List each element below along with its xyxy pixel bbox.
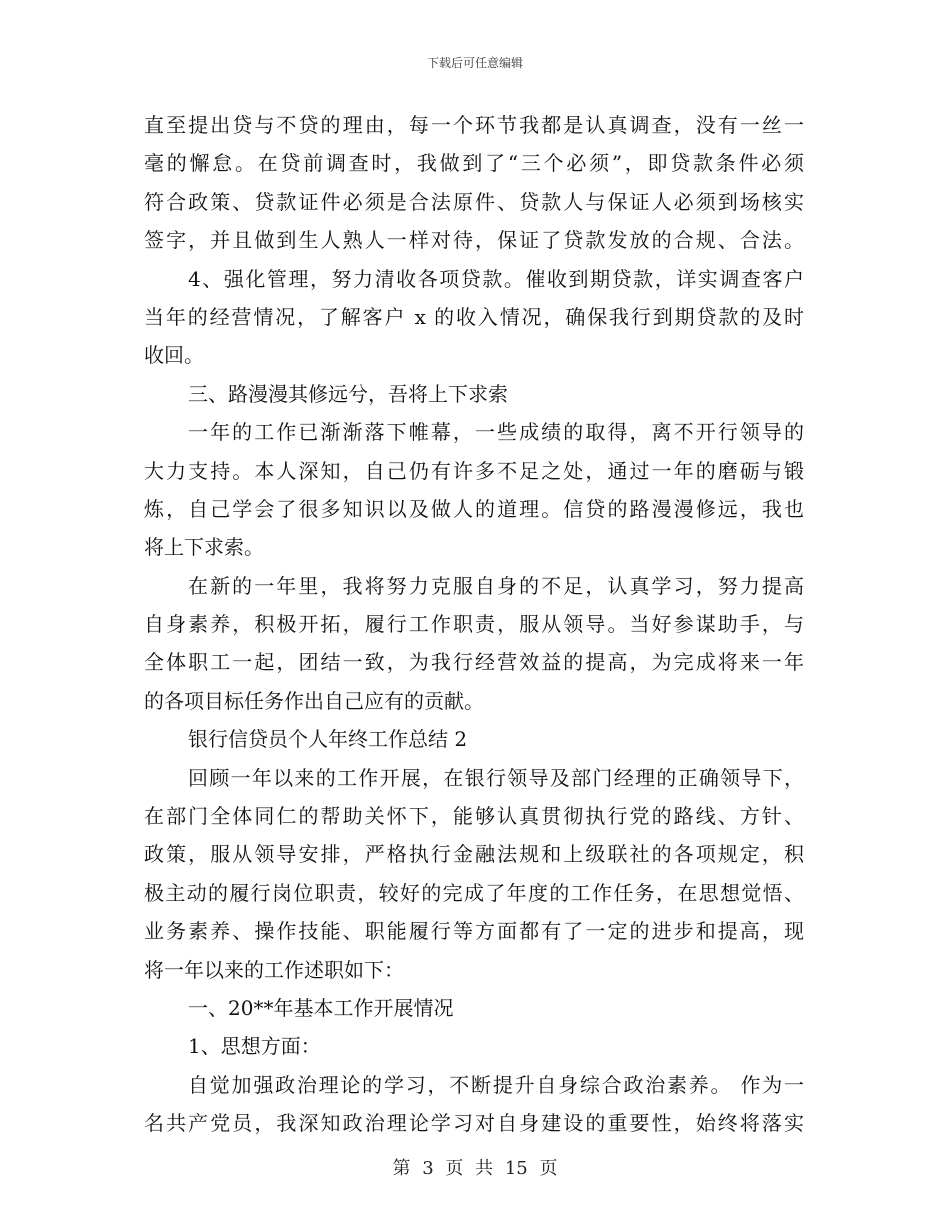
text-line: 签字，并且做到生人熟人一样对待，保证了贷款发放的合规、合法。 [144,228,804,253]
text-line: 将一年以来的工作述职如下： [144,957,404,982]
text-line: 回顾一年以来的工作开展，在银行领导及部门经理的正确领导下， [188,765,804,790]
text-line: 大力支持。本人深知，自己仍有许多不足之处，通过一年的磨砺与锻 [144,458,804,483]
text-line: 一年的工作已渐渐落下帷幕，一些成绩的取得，离不开行领导的 [188,420,804,445]
body-text [144,106,804,1143]
text-line: 政策，服从领导安排，严格执行金融法规和上级联社的各项规定，积 [144,842,804,867]
section-heading: 银行信贷员个人年终工作总结 2 [188,727,468,752]
text-line: 自觉加强政治理论的学习，不断提升自身综合政治素养。 作为一 [188,1072,804,1097]
text-line: 在新的一年里，我将努力克服自身的不足，认真学习，努力提高 [188,573,804,598]
text-line: 名共产党员，我深知政治理论学习对自身建设的重要性，始终将落实 [144,1111,804,1136]
text-line: 业务素养、操作技能、职能履行等方面都有了一定的进步和提高，现 [144,919,804,944]
page-number-footer: 第 3 页 共 15 页 [392,1158,558,1179]
text-line: 当年的经营情况，了解客户 x 的收入情况，确保我行到期贷款的及时 [144,304,804,329]
section-heading: 三、路漫漫其修远兮，吾将上下求索 [188,381,508,406]
text-line: 在部门全体同仁的帮助关怀下，能够认真贯彻执行党的路线、方针、 [144,804,804,829]
text-line: 的各项目标任务作出自己应有的贡献。 [144,688,484,713]
page-header: 下载后可任意编辑 [426,56,523,70]
text-line: 自身素养，积极开拓，履行工作职责，服从领导。当好参谋助手，与 [144,612,804,637]
text-line: 收回。 [144,343,204,368]
text-line: 直至提出贷与不贷的理由，每一个环节我都是认真调查，没有一丝一 [144,113,804,137]
text-line: 毫的懈怠。在贷前调查时，我做到了“三个必须”，即贷款条件必须 [144,151,804,176]
section-heading: 一、20**年基本工作开展情况 [188,995,454,1020]
text-line: 全体职工一起，团结一致，为我行经营效益的提高，为完成将来一年 [144,650,804,675]
section-heading: 1、思想方面： [188,1034,321,1059]
text-line: 4、强化管理，努力清收各项贷款。催收到期贷款，详实调查客户 [188,266,804,291]
text-line: 炼，自己学会了很多知识以及做人的道理。信贷的路漫漫修远，我也 [144,496,804,521]
text-line: 符合政策、贷款证件必须是合法原件、贷款人与保证人必须到场核实 [144,189,804,214]
text-line: 极主动的履行岗位职责，较好的完成了年度的工作任务，在思想觉悟、 [144,880,804,905]
text-line: 将上下求索。 [144,535,264,560]
